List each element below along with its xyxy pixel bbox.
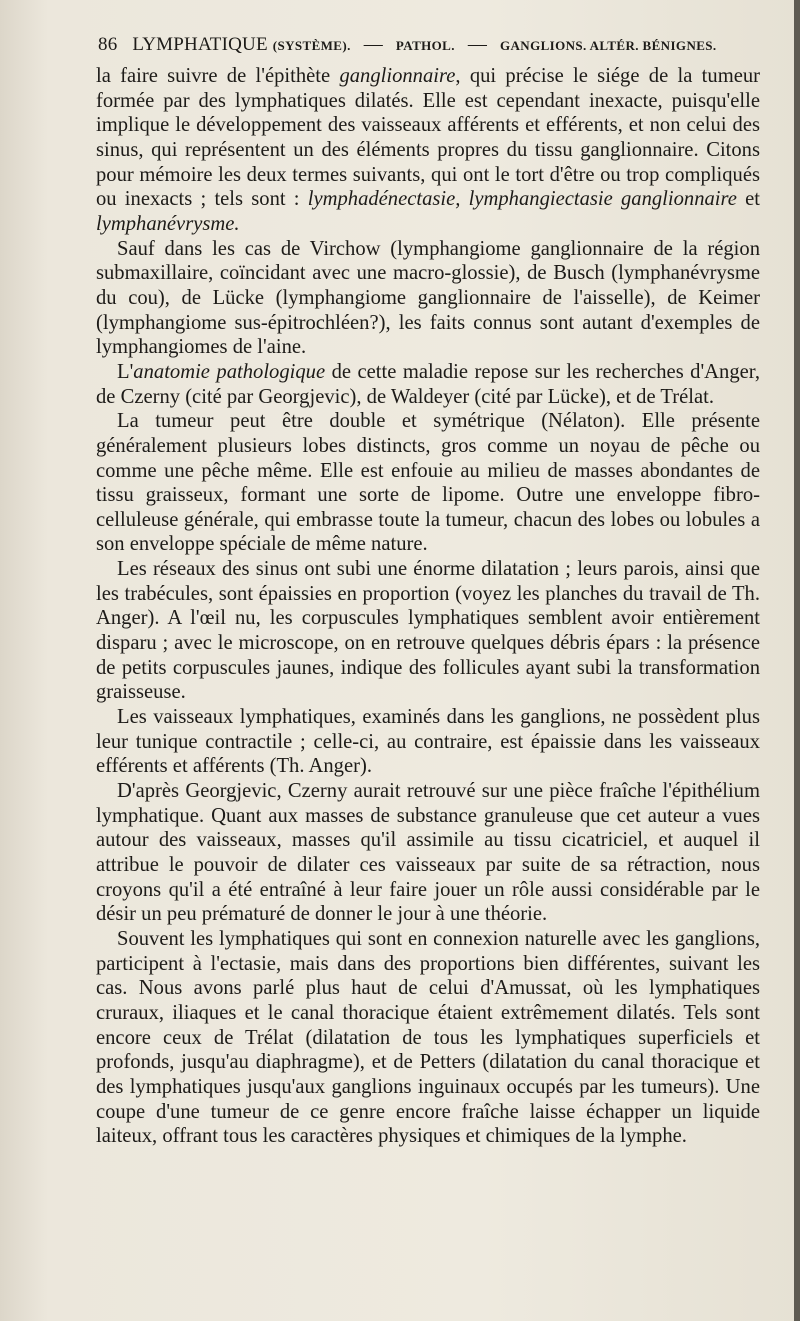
body-text [96, 64, 760, 1149]
paragraph [96, 557, 760, 705]
text-run: de cette maladie repose sur les recherches d'Anger, de Czerny (cité par Georgjevic), de Waldeyer (cité par Lücke), et de Trélat. [96, 360, 760, 408]
page-number: 86 [98, 34, 118, 55]
text-run: Les réseaux des sinus ont subi une énorme dilatation ; leurs parois, ainsi que les trabécules, sont épaissies en proportion (voyez les planches du travail de Th. Anger). A l'œil nu, les corpuscules lymphatiques semblent avoir entièrement disparu ; avec le microscope, on en retrouve quelques débris épars : la présence de petits corpuscules jaunes, indique des follicules ayant subi la transformation graisseuse. [96, 558, 760, 704]
running-header [98, 34, 760, 56]
page-edge [794, 0, 800, 1321]
paragraph [96, 779, 760, 927]
text-run: et [736, 188, 761, 211]
paragraph [96, 237, 760, 360]
header-dash: — [467, 34, 488, 55]
italic-text: lymphadénectasie, lymphangiectasie ganglionnaire [307, 188, 737, 211]
text-run: La tumeur peut être double et symétrique (Nélaton). Elle présente généralement plusieurs lobes distincts, gros comme un noyau de pêche ou comme une pêche même. Elle est enfouie au milieu de masses abondantes de tissu graisseux, formant une sorte de lipome. Outre une enveloppe fibro-celluleuse générale, qui embrasse toute la tumeur, chacun des lobes ou lobules a son enveloppe spéciale de même nature. [96, 410, 760, 556]
text-run: D'après Georgjevic, Czerny aurait retrouvé sur une pièce fraîche l'épithélium lymphatique. Quant aux masses de substance granuleuse que cet auteur a vues autour des vaisseaux, masses qu'il assimile au tissu cicatriciel, et auquel il attribue le pouvoir de dilater ces vaisseaux par suite de sa rétraction, nous croyons qu'il a été entraîné à leur faire jouer un rôle aussi considérable par le désir un peu prématuré de donner le jour à une théorie. [96, 780, 760, 926]
paragraph [96, 705, 760, 779]
text-run: L' [117, 360, 134, 383]
text-run: Souvent les lymphatiques qui sont en connexion naturelle avec les ganglions, participent à l'ectasie, mais dans des proportions bien différentes, suivant les cas. Nous avons parlé plus haut de celui d'Amussat, où les lymphatiques cruraux, iliaques et le canal thoracique étaient extrêmement dilatés. Tels sont encore ceux de Trélat (dilatation de tous les lymphatiques superficiels et profonds, jusqu'au diaphragme), et de Petters (dilatation du canal thoracique et des lymphatiques jusqu'aux ganglions inguinaux occupés par les tumeurs). Une coupe d'une tumeur de ce genre encore fraîche laisse échapper un liquide laiteux, offrant tous les caractères physiques et chimiques de la lymphe. [96, 927, 760, 1148]
header-dash: — [363, 34, 383, 55]
paragraph [96, 927, 760, 1149]
header-topic: GANGLIONS. ALTÉR. BÉNIGNES. [500, 38, 717, 53]
paragraph [96, 409, 760, 557]
paragraph [96, 64, 760, 237]
text-run: Sauf dans les cas de Virchow (lymphangiome ganglionnaire de la région submaxillaire, coïncidant avec une macro-glossie), de Busch (lymphanévrysme du cou), de Lücke (lymphangiome ganglionnaire de l'aisselle), de Keimer (lymphangiome sus-épitrochléen?), les faits connus sont autant d'exemples de lymphangiomes de l'aine. [96, 237, 760, 359]
header-section: (SYSTÈME). [272, 38, 351, 53]
italic-text: anatomie pathologique [133, 360, 326, 383]
text-run: la faire suivre de l'épithète [96, 65, 340, 87]
header-part: PATHOL. [395, 38, 455, 53]
paragraph [96, 360, 760, 409]
text-run: , qui précise le siége de la tumeur formée par des lymphatiques dilatés. Elle est cependant inexacte, puisqu'elle implique le développement des vaisseaux afférents et efférents, et non celui des sinus, qui représentent un des éléments propres du tissu ganglionnaire. Citons pour mémoire les deux termes suivants, qui ont le tort d'être ou trop compliqués ou inexacts ; tels sont : [96, 65, 761, 211]
italic-text: ganglionnaire [339, 65, 456, 87]
italic-text: lymphanévrysme. [96, 212, 240, 235]
text-run: Les vaisseaux lymphatiques, examinés dans les ganglions, ne possèdent plus leur tunique contractile ; celle-ci, au contraire, est épaissie dans les vaisseaux efférents et afférents (Th. Anger). [96, 706, 760, 778]
header-title: LYMPHATIQUE [132, 34, 268, 55]
